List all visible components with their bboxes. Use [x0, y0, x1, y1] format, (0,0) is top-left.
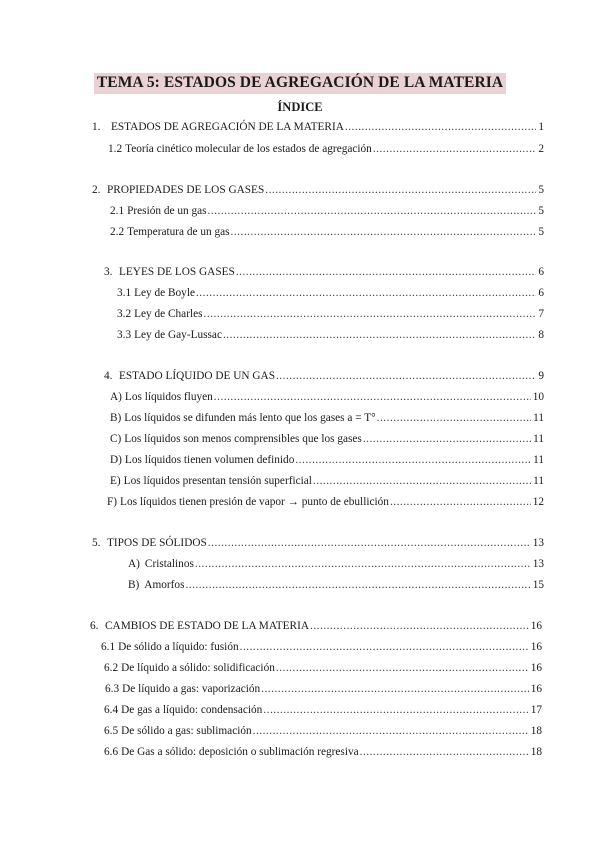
toc-page: 18 [530, 746, 542, 758]
toc-page: 16 [530, 620, 542, 632]
toc-number: 3.2 [117, 308, 132, 320]
toc-page: 11 [533, 475, 544, 487]
dot-leader [214, 391, 531, 403]
dot-leader [204, 308, 537, 320]
dot-leader [265, 184, 536, 196]
toc-label: PROPIEDADES DE LOS GASES [107, 184, 265, 196]
document-title-text: TEMA 5: ESTADOS DE AGREGACIÓN DE LA MATERIA [94, 73, 506, 94]
toc-item-6-1[interactable] [101, 641, 542, 657]
toc-label: De Gas a sólido: deposición o sublimación regresiva [121, 746, 359, 758]
toc-label: LEYES DE LOS GASES [119, 266, 235, 278]
dot-leader [223, 329, 536, 341]
toc-section-6[interactable] [90, 620, 542, 636]
toc-label: Presión de un gas [127, 205, 207, 217]
toc-number: 3.3 [117, 329, 132, 341]
toc-label: Ley de Gay-Lussac [134, 329, 222, 341]
dot-leader [261, 683, 529, 695]
toc-page: 16 [530, 641, 542, 653]
toc-number: 1. [92, 121, 101, 133]
toc-item-6-5[interactable] [104, 725, 542, 741]
toc-label: Teoría cinético molecular de los estados de agregación [125, 143, 372, 155]
toc-section-4[interactable] [104, 370, 544, 386]
toc-item-2-2[interactable] [110, 226, 544, 242]
dot-leader [390, 496, 531, 508]
toc-number: 6.5 [104, 725, 119, 737]
toc-label: ESTADO LÍQUIDO DE UN GAS [119, 370, 275, 382]
toc-section-1[interactable] [92, 121, 544, 137]
toc-item-1-2[interactable] [108, 143, 544, 159]
toc-page: 6 [538, 266, 544, 278]
toc-number: 6. [90, 620, 99, 632]
toc-page: 13 [532, 558, 544, 570]
toc-page: 5 [538, 226, 544, 238]
dot-leader [236, 266, 537, 278]
toc-page: 5 [538, 184, 544, 196]
dot-leader [240, 641, 529, 653]
dot-leader [208, 205, 537, 217]
dot-leader [185, 579, 530, 591]
toc-number: 6.4 [104, 704, 119, 716]
toc-number: 2.1 [110, 205, 125, 217]
toc-item-5-a[interactable] [128, 558, 544, 574]
toc-number: 2. [92, 184, 101, 196]
toc-item-6-4[interactable] [104, 704, 542, 720]
document-title [0, 73, 600, 94]
toc-label: Cristalinos [144, 558, 194, 570]
toc-label: TIPOS DE SÓLIDOS [107, 537, 207, 549]
toc-page: 8 [538, 329, 544, 341]
toc-number: 3.1 [117, 287, 132, 299]
toc-page: 1 [538, 121, 544, 133]
toc-page: 11 [533, 412, 544, 424]
toc-number: 6.6 [104, 746, 119, 758]
dot-leader [360, 746, 529, 758]
toc-item-6-2[interactable] [104, 662, 542, 678]
toc-label: De líquido a gas: vaporización [122, 683, 261, 695]
toc-number: B) [128, 579, 140, 591]
toc-label: De sólido a gas: sublimación [121, 725, 252, 737]
dot-leader [313, 475, 531, 487]
toc-page: 11 [533, 454, 544, 466]
toc-label: Amorfos [144, 579, 185, 591]
toc-number: 6.2 [104, 662, 119, 674]
toc-item-3-2[interactable] [117, 308, 544, 324]
dot-leader [276, 370, 536, 382]
toc-number: A) [128, 558, 140, 570]
toc-number: 6.1 [101, 641, 116, 653]
dot-leader [310, 620, 529, 632]
toc-label: De líquido a sólido: solidificación [121, 662, 275, 674]
toc-page: 2 [538, 143, 544, 155]
dot-leader [345, 121, 536, 133]
toc-label: Los líquidos fluyen [124, 391, 213, 403]
toc-label: Los líquidos presentan tensión superficial [123, 475, 312, 487]
toc-item-3-1[interactable] [117, 287, 544, 303]
toc-number: B) [110, 412, 122, 424]
toc-number: F) [107, 496, 118, 508]
toc-item-4-d[interactable] [110, 454, 544, 470]
toc-page: 16 [530, 662, 542, 674]
toc-label: Ley de Charles [134, 308, 203, 320]
dot-leader [373, 143, 537, 155]
toc-number: E) [110, 475, 121, 487]
toc-number: 4. [104, 370, 113, 382]
dot-leader [253, 725, 529, 737]
toc-label: Los líquidos se difunden más lento que los gases a = T° [124, 412, 376, 424]
toc-number: 5. [92, 537, 101, 549]
toc-page: 17 [530, 704, 542, 716]
toc-section-5[interactable] [92, 537, 544, 553]
dot-leader [377, 412, 531, 424]
toc-item-6-3[interactable] [105, 683, 542, 699]
toc-item-4-e[interactable] [110, 475, 544, 491]
toc-number: C) [110, 433, 122, 445]
dot-leader [263, 704, 528, 716]
toc-number: 2.2 [110, 226, 125, 238]
toc-page: 18 [530, 725, 542, 737]
toc-label: CAMBIOS DE ESTADO DE LA MATERIA [105, 620, 310, 632]
toc-number: 3. [104, 266, 113, 278]
dot-leader [195, 558, 531, 570]
toc-number: 6.3 [105, 683, 120, 695]
toc-item-4-c[interactable] [110, 433, 544, 449]
toc-label: De sólido a líquido: fusión [118, 641, 239, 653]
toc-number: 1.2 [108, 143, 123, 155]
toc-page: 10 [532, 391, 544, 403]
toc-label: Los líquidos tienen volumen definido [124, 454, 295, 466]
dot-leader [231, 226, 537, 238]
toc-section-3[interactable] [104, 266, 544, 282]
toc-item-5-b[interactable] [128, 579, 544, 595]
toc-section-2[interactable] [92, 184, 544, 200]
toc-page: 11 [533, 433, 544, 445]
toc-page: 5 [538, 205, 544, 217]
index-heading: ÍNDICE [277, 100, 323, 114]
toc-item-6-6[interactable] [104, 746, 542, 762]
toc-page: 16 [530, 683, 542, 695]
toc-number: D) [110, 454, 122, 466]
toc-item-4-f[interactable] [107, 496, 544, 512]
toc-label: Los líquidos son menos comprensibles que los gases [124, 433, 362, 445]
toc-number: A) [110, 391, 122, 403]
toc-label: Temperatura de un gas [127, 226, 230, 238]
dot-leader [276, 662, 529, 674]
dot-leader [196, 287, 536, 299]
toc-page: 9 [538, 370, 544, 382]
dot-leader [295, 454, 531, 466]
dot-leader [363, 433, 531, 445]
toc-item-4-b[interactable] [110, 412, 544, 428]
toc-page: 12 [532, 496, 544, 508]
toc-item-3-3[interactable] [117, 329, 544, 345]
toc-page: 7 [538, 308, 544, 320]
toc-page: 15 [532, 579, 544, 591]
toc-label: Ley de Boyle [134, 287, 195, 299]
toc-label: Los líquidos tienen presión de vapor → punto de ebullición [120, 496, 389, 508]
toc-page: 13 [532, 537, 544, 549]
toc-item-4-a[interactable] [110, 391, 544, 407]
dot-leader [208, 537, 531, 549]
toc-label: De gas a líquido: condensación [121, 704, 263, 716]
toc-label: ESTADOS DE AGREGACIÓN DE LA MATERIA [111, 121, 344, 133]
toc-page: 6 [538, 287, 544, 299]
toc-item-2-1[interactable] [110, 205, 544, 221]
